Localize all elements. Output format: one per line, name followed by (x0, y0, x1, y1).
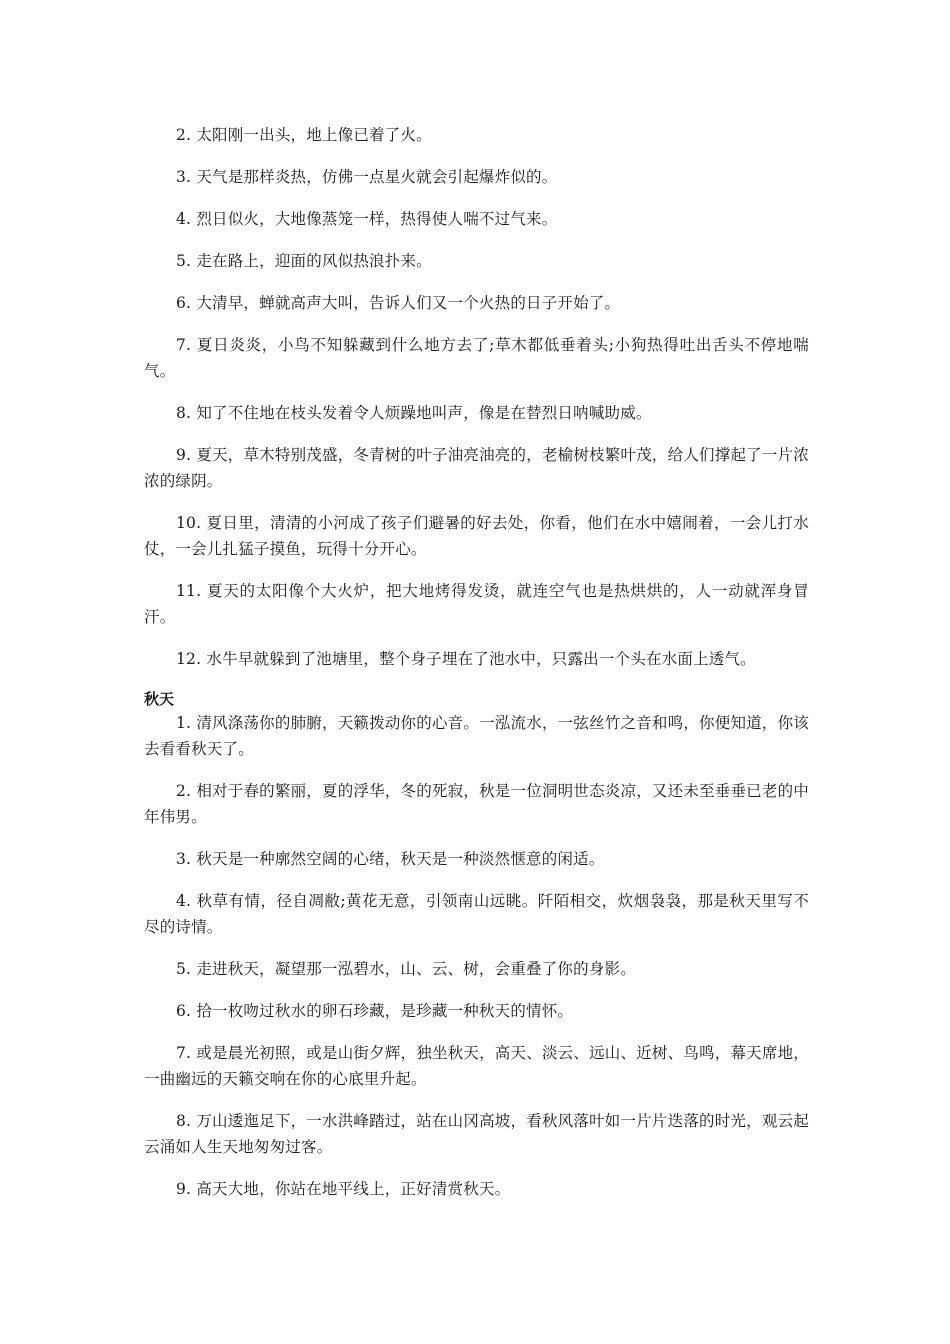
autumn-item: 4. 秋草有情，径自凋敝;黄花无意，引领南山远眺。阡陌相交，炊烟袅袅，那是秋天里写不尽的诗情。 (144, 892, 809, 936)
summer-item: 6. 大清早，蝉就高声大叫，告诉人们又一个火热的日子开始了。 (176, 294, 621, 312)
autumn-item: 8. 万山逶迤足下，一水洪峰踏过，站在山冈高坡，看秋风落叶如一片片迭落的时光，观云起云涌如人生天地匆匆过客。 (144, 1112, 809, 1156)
autumn-item: 3. 秋天是一种廓然空阔的心绪，秋天是一种淡然惬意的闲适。 (176, 850, 605, 868)
autumn-item: 2. 相对于春的繁丽，夏的浮华，冬的死寂，秋是一位洞明世态炎凉，又还未至垂垂已老的中年伟男。 (144, 782, 809, 826)
summer-list (144, 122, 809, 672)
summer-item: 2. 太阳刚一出头，地上像已着了火。 (176, 126, 432, 144)
autumn-item: 9. 高天大地，你站在地平线上，正好清赏秋天。 (176, 1180, 511, 1198)
document-body (144, 122, 809, 1218)
summer-item: 7. 夏日炎炎，小鸟不知躲藏到什么地方去了;草木都低垂着头;小狗热得吐出舌头不停地喘气。 (144, 336, 809, 380)
autumn-heading: 秋天 (144, 690, 175, 708)
summer-item: 4. 烈日似火，大地像蒸笼一样，热得使人喘不过气来。 (176, 210, 558, 228)
autumn-list (144, 710, 809, 1202)
summer-item: 9. 夏天，草木特别茂盛，冬青树的叶子油亮油亮的，老榆树枝繁叶茂，给人们撑起了一片浓浓的绿阴。 (144, 446, 809, 490)
summer-item: 5. 走在路上，迎面的风似热浪扑来。 (176, 252, 432, 270)
summer-item: 3. 天气是那样炎热，仿佛一点星火就会引起爆炸似的。 (176, 168, 558, 186)
summer-item: 11. 夏天的太阳像个大火炉，把大地烤得发烫，就连空气也是热烘烘的，人一动就浑身冒汗。 (144, 582, 809, 626)
autumn-item: 7. 或是晨光初照，或是山街夕辉，独坐秋天，高天、淡云、远山、近树、鸟鸣，幕天席地，一曲幽远的天籁交响在你的心底里升起。 (144, 1044, 809, 1088)
autumn-item: 5. 走进秋天，凝望那一泓碧水，山、云、树，会重叠了你的身影。 (176, 960, 636, 978)
autumn-item: 6. 拾一枚吻过秋水的卵石珍藏，是珍藏一种秋天的情怀。 (176, 1002, 574, 1020)
summer-item: 12. 水牛早就躲到了池塘里，整个身子埋在了池水中，只露出一个头在水面上透气。 (176, 650, 756, 668)
summer-item: 8. 知了不住地在枝头发着令人烦躁地叫声，像是在替烈日呐喊助威。 (176, 404, 652, 422)
autumn-item: 1. 清风涤荡你的肺腑，天籁拨动你的心音。一泓流水，一弦丝竹之音和鸣，你便知道，你该去看看秋天了。 (144, 714, 809, 758)
summer-item: 10. 夏日里，清清的小河成了孩子们避暑的好去处，你看，他们在水中嬉闹着，一会儿打水仗，一会儿扎猛子摸鱼，玩得十分开心。 (144, 514, 809, 558)
